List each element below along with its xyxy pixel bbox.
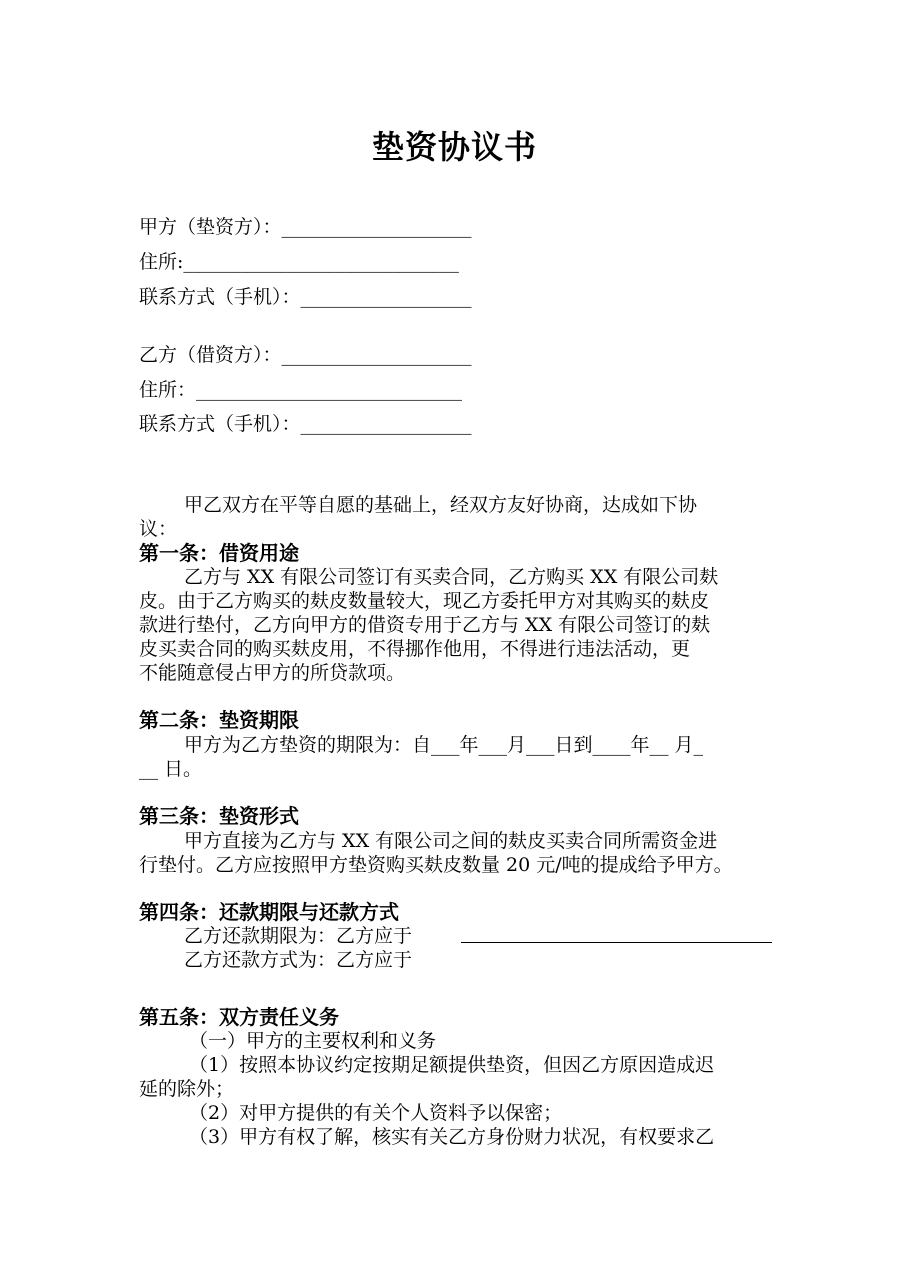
article5-line-5: （3）甲方有权了解，核实有关乙方身份财力状况，有权要求乙: [189, 1126, 715, 1148]
article1-line-5: 不能随意侵占甲方的所贷款项。: [139, 662, 406, 684]
article1-line-1: 乙方与 XX 有限公司签订有买卖合同，乙方购买 XX 有限公司麸: [184, 566, 719, 588]
article1-heading: 第一条：借资用途: [139, 541, 299, 565]
intro-line-2: 议：: [139, 518, 178, 540]
article1-line-2: 皮。由于乙方购买的麸皮数量较大，现乙方委托甲方对其购买的麸皮: [139, 590, 710, 612]
article5-line-2: （1）按照本协议约定按期足额提供垫资，但因乙方原因造成迟: [189, 1054, 715, 1076]
article2-line-1: 甲方为乙方垫资的期限为：自___年___月___日到____年__ 月_: [184, 734, 704, 756]
article3-line-1: 甲方直接为乙方与 XX 有限公司之间的麸皮买卖合同所需资金进: [184, 830, 718, 852]
article4-line-1: 乙方还款期限为：乙方应于: [184, 925, 413, 947]
party-b-address-line: 住所：____________________________: [139, 379, 463, 401]
article1-line-4: 皮买卖合同的购买麸皮用，不得挪作他用，不得进行违法活动，更: [139, 638, 691, 660]
article1-line-3: 款进行垫付，乙方向甲方的借资专用于乙方与 XX 有限公司签订的麸: [139, 614, 711, 636]
article2-heading: 第二条：垫资期限: [139, 708, 299, 732]
article5-line-1: （一）甲方的主要权利和义务: [189, 1030, 437, 1052]
article4-heading: 第四条：还款期限与还款方式: [139, 900, 399, 924]
article3-line-2: 行垫付。乙方应按照甲方垫资购买麸皮数量 20 元/吨的提成给予甲方。: [139, 854, 733, 876]
repayment-term-blank: [461, 942, 772, 943]
party-b-name-line: 乙方（借资方）：____________________: [139, 344, 472, 366]
intro-line-1: 甲乙双方在平等自愿的基础上，经双方友好协商，达成如下协: [184, 494, 698, 516]
document-title: 垫资协议书: [371, 128, 537, 166]
article5-heading: 第五条：双方责任义务: [139, 1005, 339, 1029]
article4-line-2: 乙方还款方式为：乙方应于: [184, 949, 413, 971]
article5-line-4: （2）对甲方提供的有关个人资料予以保密；: [189, 1102, 563, 1124]
party-a-address-line: 住所:_____________________________: [139, 251, 459, 273]
article3-heading: 第三条：垫资形式: [139, 804, 299, 828]
party-a-contact-line: 联系方式（手机）：__________________: [139, 286, 472, 308]
party-b-contact-line: 联系方式（手机）：__________________: [139, 413, 472, 435]
article5-line-3: 延的除外；: [139, 1078, 235, 1100]
party-a-name-line: 甲方（垫资方）：____________________: [139, 216, 472, 238]
article2-line-2: __ 日。: [139, 758, 203, 780]
